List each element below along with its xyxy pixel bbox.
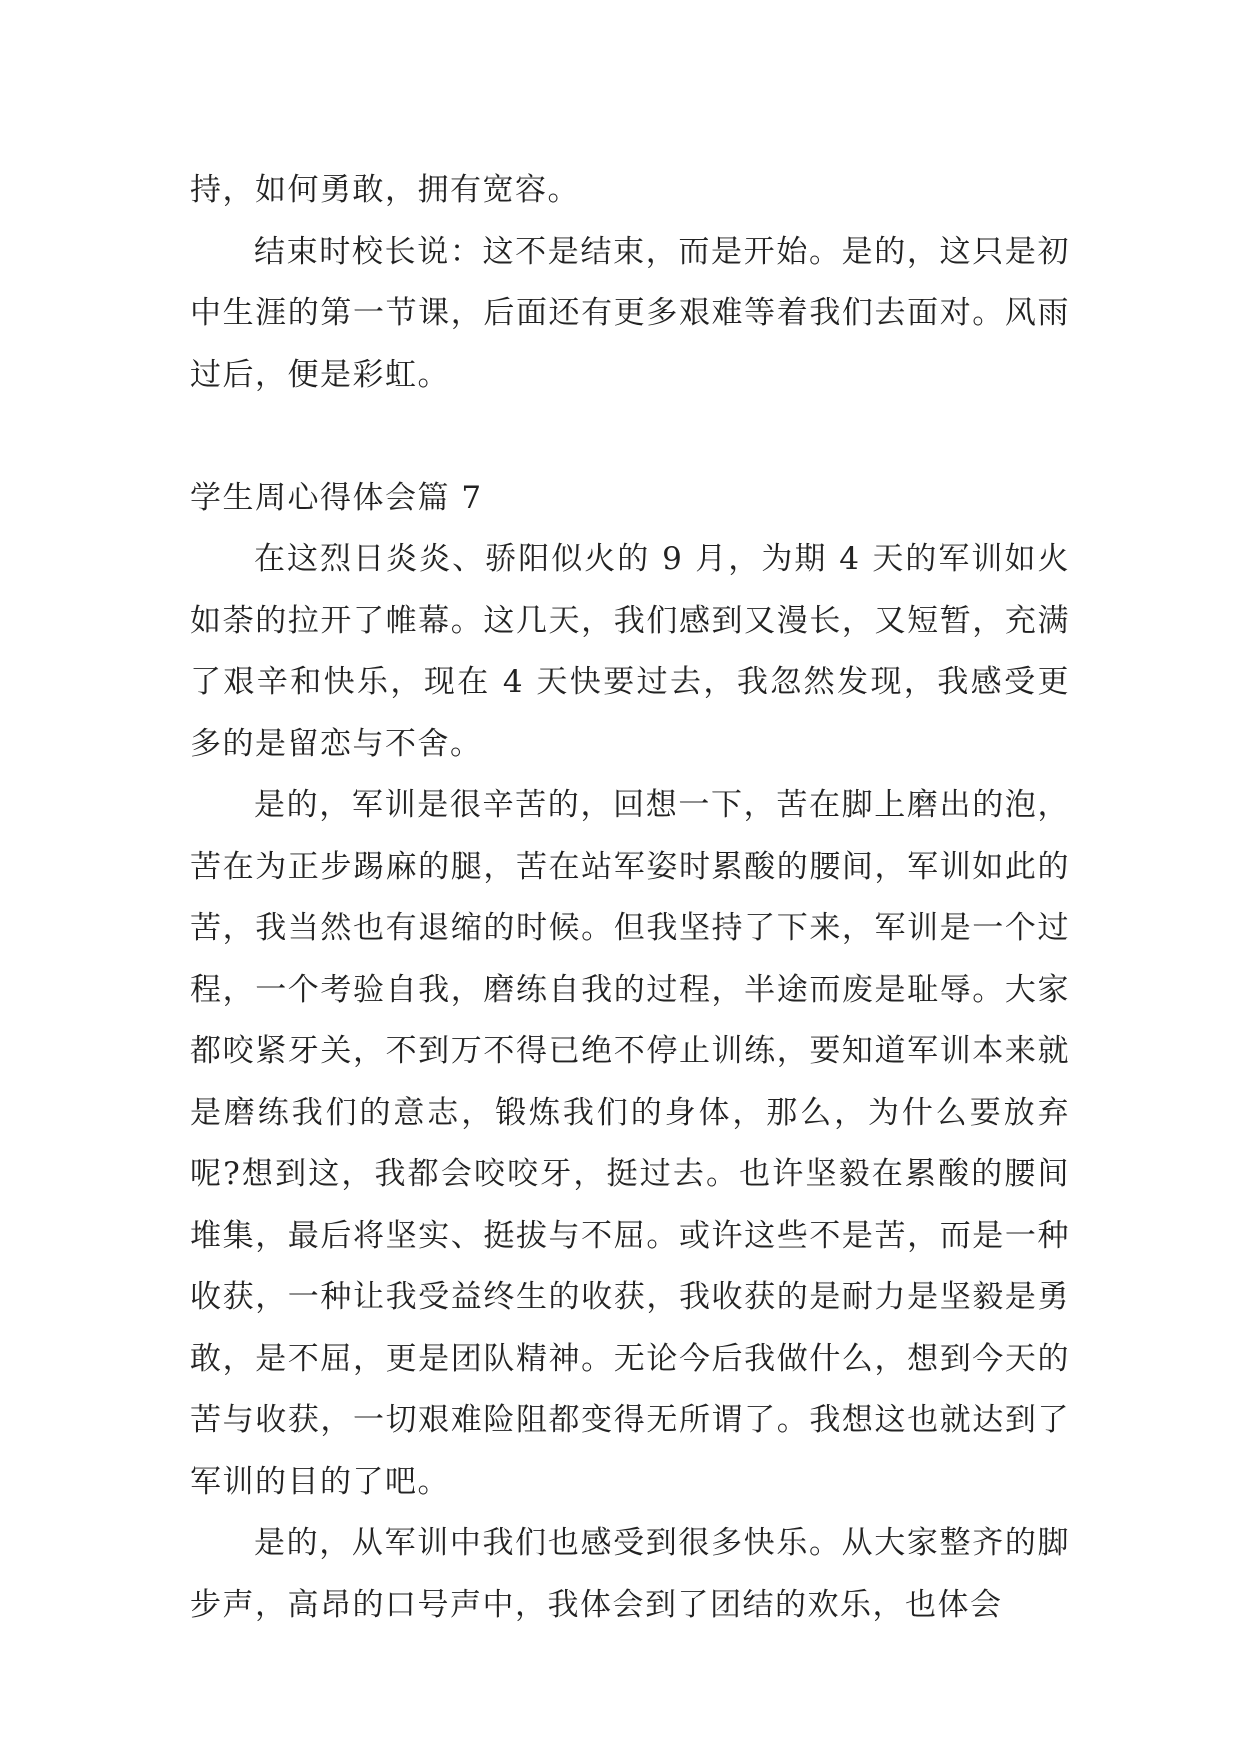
paragraph-joy: 是的，从军训中我们也感受到很多快乐。从大家整齐的脚步声，高昂的口号声中，我体会到了团结的欢乐，也体会 [190,1525,1070,1623]
paragraph-hardship: 是的，军训是很辛苦的，回想一下，苦在脚上磨出的泡，苦在为正步踢麻的腿，苦在站军姿时累酸的腰间，军训如此的苦，我当然也有退缩的时候。但我坚持了下来，军训是一个过程，一个考验自我，磨练自我的过程，半途而废是耻辱。大家都咬紧牙关，不到万不得已绝不停止训练，要知道军训本来就是磨练我们的意志，锻炼我们的身体，那么，为什么要放弃呢?想到这，我都会咬咬牙，挺过去。也许坚毅在累酸的腰间堆集，最后将坚实、挺拔与不屈。或许这些不是苦，而是一种收获，一种让我受益终生的收获，我收获的是耐力是坚毅是勇敢，是不屈，更是团队精神。无论今后我做什么，想到今天的苦与收获，一切艰难险阻都变得无所谓了。我想这也就达到了军训的目的了吧。 [190,787,1070,1500]
section-title: 学生周心得体会篇 7 [190,479,483,516]
paragraph-intro: 在这烈日炎炎、骄阳似火的 9 月，为期 4 天的军训如火如荼的拉开了帷幕。这几天，我们感到又漫长，又短暂，充满了艰辛和快乐，现在 4 天快要过去，我忽然发现，我感受更多的是留恋与不舍。 [190,541,1070,762]
document-body [190,160,1070,1636]
paragraph-principal-speech: 结束时校长说：这不是结束，而是开始。是的，这只是初中生涯的第一节课，后面还有更多艰难等着我们去面对。风雨过后，便是彩虹。 [190,233,1070,393]
paragraph-continued: 持，如何勇敢，拥有宽容。 [190,172,580,208]
section-gap [190,406,1070,468]
